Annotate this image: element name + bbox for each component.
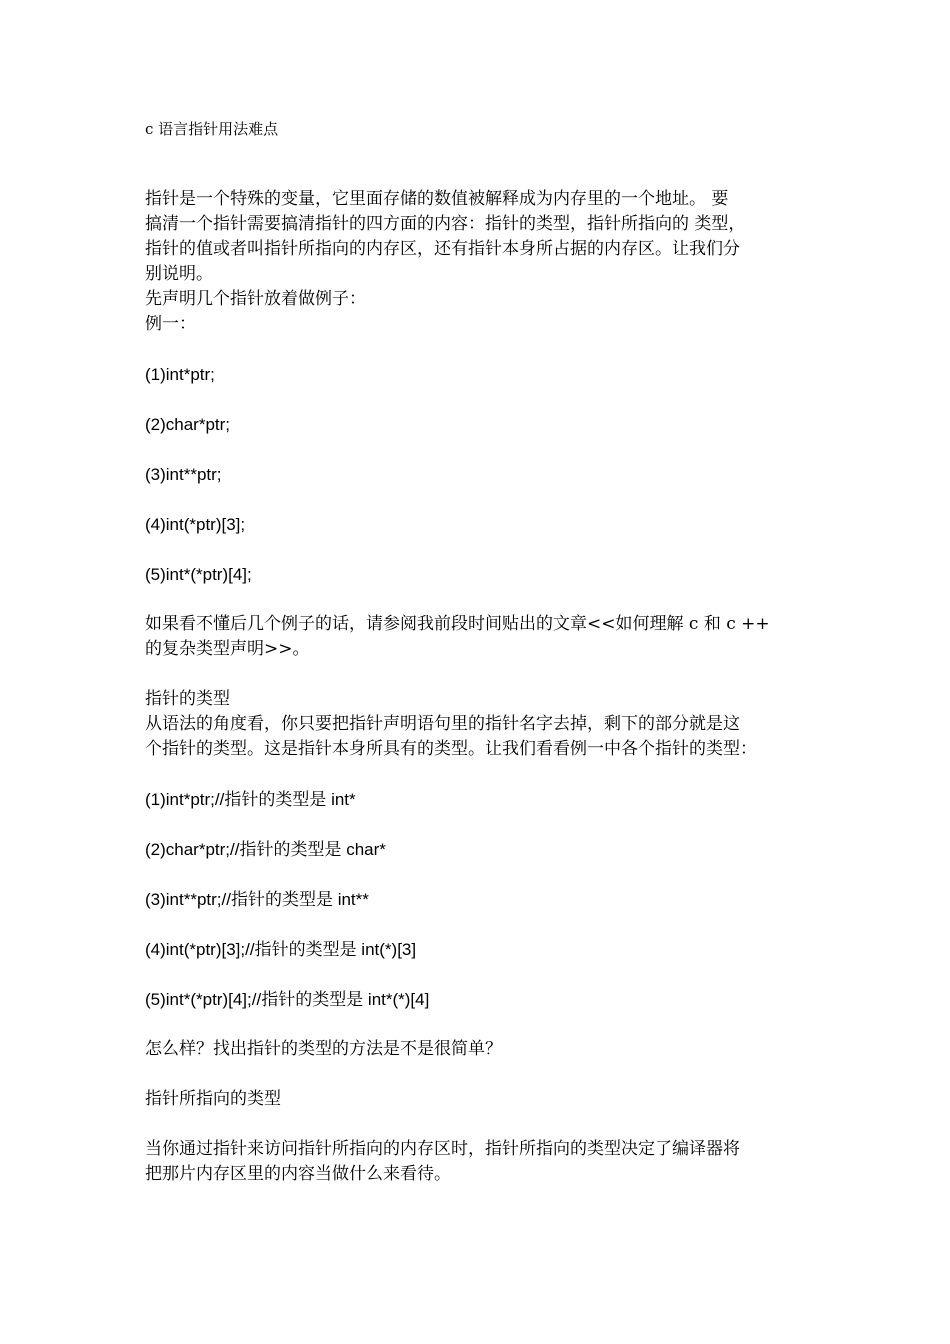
- intro-line: 搞清一个指针需要搞清指针的四方面的内容：指针的类型，指针所指向的 类型，: [145, 214, 746, 234]
- reference-line: 的复杂类型声明>>。: [145, 639, 310, 659]
- section-text-line: 从语法的角度看，你只要把指针声明语句里的指针名字去掉，剩下的部分就是这: [145, 714, 740, 734]
- intro-line: 指针的值或者叫指针所指向的内存区，还有指针本身所占据的内存区。让我们分: [145, 239, 740, 259]
- typed-example: (3)int**ptr;//指针的类型是 int**: [145, 890, 369, 909]
- code-example: (4)int(*ptr)[3];: [145, 515, 246, 534]
- document-title: c 语言指针用法难点: [145, 120, 279, 138]
- spacer: [145, 762, 810, 787]
- code-example: (3)int**ptr;: [145, 465, 222, 484]
- intro-line: 别说明。: [145, 264, 213, 284]
- example-label: 例一：: [145, 314, 196, 334]
- intro-line: 先声明几个指针放着做例子：: [145, 289, 366, 309]
- spacer: [145, 812, 810, 837]
- spacer: [145, 537, 810, 562]
- typed-example: (4)int(*ptr)[3];//指针的类型是 int(*)[3]: [145, 940, 417, 959]
- reference-line: 如果看不懂后几个例子的话，请参阅我前段时间贴出的文章<<如何理解 c 和 c ++: [145, 614, 770, 634]
- spacer: [145, 1012, 810, 1037]
- section-text-line: 当你通过指针来访问指针所指向的内存区时，指针所指向的类型决定了编译器将: [145, 1139, 740, 1159]
- section-heading: 指针的类型: [145, 689, 230, 709]
- code-example: (1)int*ptr;: [145, 365, 215, 384]
- spacer: [145, 437, 810, 462]
- spacer: [145, 487, 810, 512]
- spacer: [145, 587, 810, 612]
- typed-example: (5)int*(*ptr)[4];//指针的类型是 int*(*)[4]: [145, 990, 430, 1009]
- intro-line: 指针是一个特殊的变量，它里面存储的数值被解释成为内存里的一个地址。 要: [145, 189, 729, 209]
- spacer: [145, 962, 810, 987]
- spacer: [145, 1062, 810, 1087]
- document-body: [145, 187, 810, 1187]
- spacer: [145, 337, 810, 362]
- spacer: [145, 1112, 810, 1137]
- section-text-line: 把那片内存区里的内容当做什么来看待。: [145, 1164, 451, 1184]
- typed-example: (2)char*ptr;//指针的类型是 char*: [145, 840, 386, 859]
- code-example: (5)int*(*ptr)[4];: [145, 565, 252, 584]
- section-heading: 指针所指向的类型: [145, 1089, 281, 1109]
- typed-example: (1)int*ptr;//指针的类型是 int*: [145, 790, 356, 809]
- spacer: [145, 387, 810, 412]
- section-text-line: 个指针的类型。这是指针本身所具有的类型。让我们看看例一中各个指针的类型：: [145, 739, 757, 759]
- question-line: 怎么样？找出指针的类型的方法是不是很简单？: [145, 1039, 502, 1059]
- spacer: [145, 662, 810, 687]
- code-example: (2)char*ptr;: [145, 415, 231, 434]
- spacer: [145, 912, 810, 937]
- spacer: [145, 862, 810, 887]
